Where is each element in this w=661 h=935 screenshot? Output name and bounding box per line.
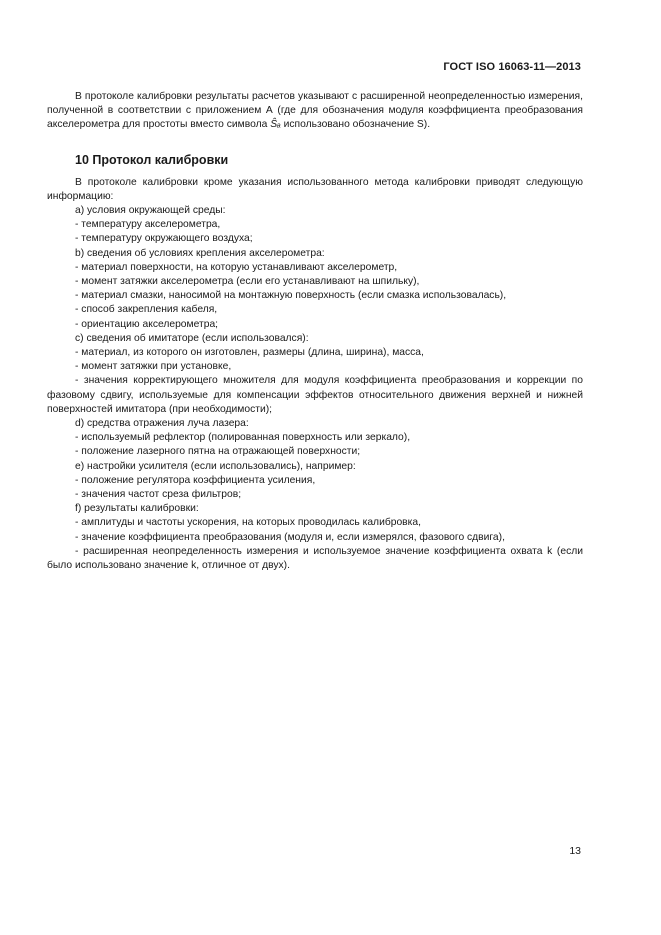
list-item: - ориентацию акселерометра; [75, 318, 219, 330]
list-item: - температуру акселерометра, [75, 219, 221, 231]
list-item: - температуру окружающего воздуха; [75, 233, 253, 245]
list-item: - материал смазки, наносимой на монтажную поверхность (если смазка использовалась), [75, 290, 507, 302]
list-item: - амплитуды и частоты ускорения, на которых проводилась калибровка, [75, 517, 421, 529]
list-item: b) сведения об условиях крепления акселерометра: [75, 247, 325, 259]
list-item: - значения частот среза фильтров; [75, 489, 242, 501]
list-item: а) условия окружающей среды: [75, 205, 226, 217]
list-item: f) результаты калибровки: [75, 503, 199, 515]
list-item: е) настройки усилителя (если использовались), например: [75, 460, 356, 472]
page-content [47, 90, 583, 573]
sensitivity-symbol: Ŝₐ [270, 119, 281, 131]
intro-text-after: использовано обозначение S). [280, 119, 431, 131]
list-item-long: - расширенная неопределенность измерения и используемое значение коэффициента охвата k (если было использовано значение k, отличное от двух). [47, 545, 583, 572]
list-item: - положение регулятора коэффициента усиления, [75, 474, 316, 486]
standard-code-header: ГОСТ ISO 16063-11—2013 [443, 61, 581, 73]
section-heading: 10 Протокол калибровки [75, 152, 229, 167]
list-item: - значение коэффициента преобразования (модуля и, если измерялся, фазового сдвига), [75, 531, 505, 543]
list-item-long: - значения корректирующего множителя для модуля коэффициента преобразования и коррекции по фазовому сдвигу, используемые для компенсации эффектов относительного движения верхней и нижней поверхностей имитатора (при необходимости); [47, 375, 583, 415]
list-item: - момент затяжки акселерометра (если его устанавливают на шпильку), [75, 276, 420, 288]
item-list-1 [47, 204, 583, 374]
list-item: - положение лазерного пятна на отражающей поверхности; [75, 446, 361, 458]
list-item: - способ закрепления кабеля, [75, 304, 218, 316]
list-item: - материал поверхности, на которую устанавливают акселерометр, [75, 261, 398, 273]
intro-text-before: В протоколе калибровки результаты расчетов указывают с расширенной неопределенностью измерения, полученной в соответствии с приложением А (где для обозначения модуля коэффициента преобразования акселерометра для простоты вместо символа [47, 91, 583, 131]
list-item: - материал, из которого он изготовлен, размеры (длина, ширина), масса, [75, 347, 424, 359]
section-intro: В протоколе калибровки кроме указания использованного метода калибровки приводят следующую информацию: [47, 176, 583, 202]
list-item: - момент затяжки при установке, [75, 361, 232, 373]
list-item: d) средства отражения луча лазера: [75, 418, 249, 430]
list-item: - используемый рефлектор (полированная поверхность или зеркало), [75, 432, 411, 444]
page-number: 13 [569, 845, 581, 857]
list-item: с) сведения об имитаторе (если использовался): [75, 332, 309, 344]
intro-paragraph [47, 90, 583, 133]
item-list-2 [47, 417, 583, 545]
